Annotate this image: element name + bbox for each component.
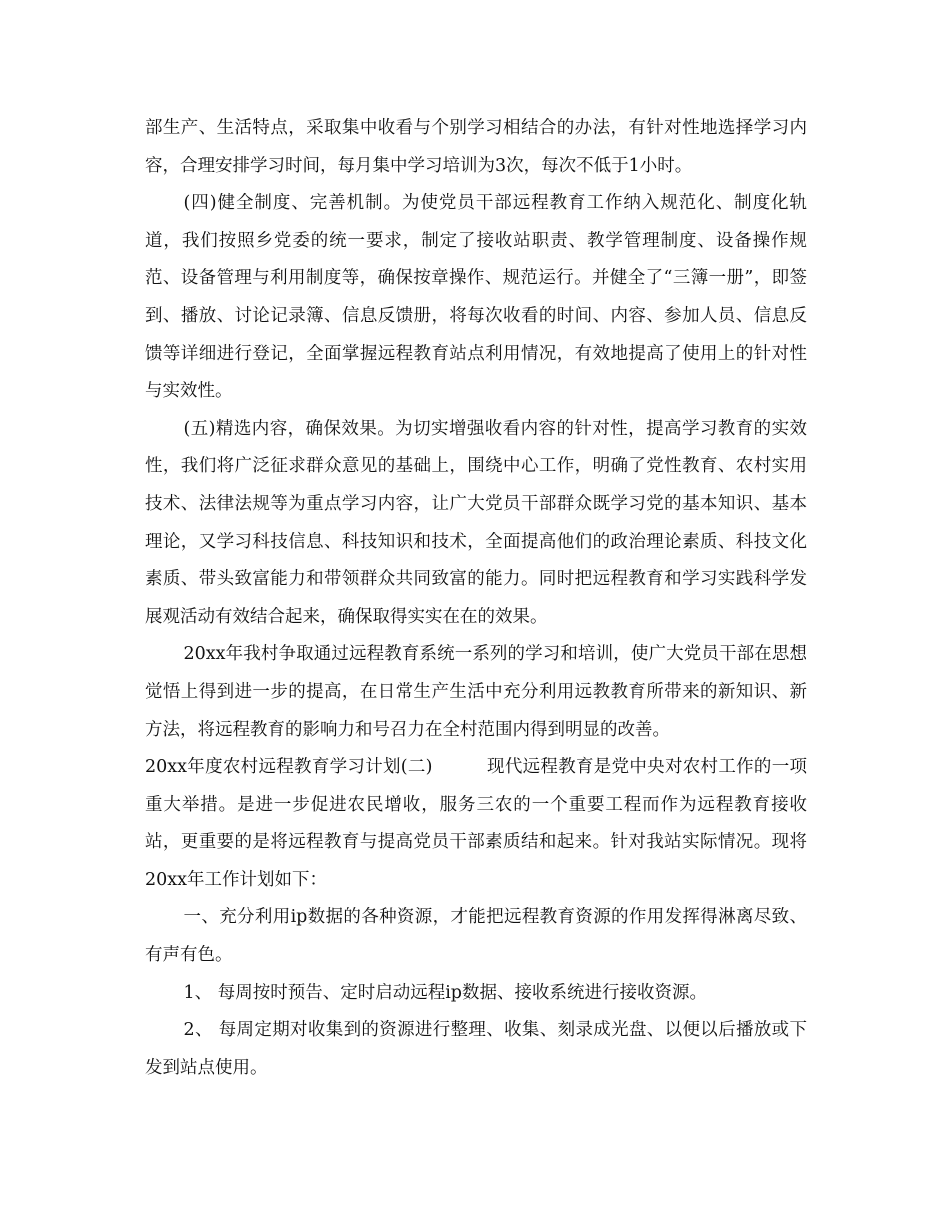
paragraph-yearly-goal: 20xx年我村争取通过远程教育系统一系列的学习和培训，使广大党员干部在思想觉悟上得到进一步的提高，在日常生产生活中充分利用远教教育所带来的新知识、新方法，将远程教育的影响力和号召力在全村范围内得到明显的改善。 [145,644,807,740]
plan-two-intro: 现代远程教育是党中央对农村工作的一项重大举措。是进一步促进农民增收，服务三农的一个重要工程而作为远程教育接收站，更重要的是将远程教育与提高党员干部素质结和起来。针对我站实际情况。现将20xx年工作计划如下： [145,757,807,890]
paragraph-plan-two [145,749,807,899]
paragraph-continuation: 部生产、生活特点，采取集中收看与个别学习相结合的办法，有针对性地选择学习内容，合理安排学习时间，每月集中学习培训为3次，每次不低于1小时。 [145,118,807,176]
paragraph-subitem-2: 2、 每周定期对收集到的资源进行整理、收集、刻录成光盘、以便以后播放或下发到站点使用。 [145,1020,807,1078]
paragraph-subitem-1: 1、 每周按时预告、定时启动远程ip数据、接收系统进行接收资源。 [183,982,707,1003]
paragraph-section-five: (五)精选内容，确保效果。为切实增强收看内容的针对性，提高学习教育的实效性，我们将广泛征求群众意见的基础上，围绕中心工作，明确了党性教育、农村实用技术、法律法规等为重点学习内容，让广大党员干部群众既学习党的基本知识、基本理论，又学习科技信息、科技知识和技术，全面提高他们的政治理论素质、科技文化素质、带头致富能力和带领群众共同致富的能力。同时把远程教育和学习实践科学发展观活动有效结合起来，确保取得实实在在的效果。 [145,418,807,627]
document-body [145,110,807,1087]
paragraph-item-one: 一、充分利用ip数据的各种资源，才能把远程教育资源的作用发挥得淋离尽致、有声有色。 [145,907,807,966]
paragraph-section-four: (四)健全制度、完善机制。为使党员干部远程教育工作纳入规范化、制度化轨道，我们按照乡党委的统一要求，制定了接收站职责、教学管理制度、设备操作规范、设备管理与利用制度等，确保按章操作、规范运行。并健全了“三簿一册”，即签到、播放、讨论记录簿、信息反馈册，将每次收看的时间、内容、参加人员、信息反馈等详细进行登记，全面掌握远程教育站点利用情况，有效地提高了使用上的针对性与实效性。 [145,193,807,402]
plan-two-heading: 20xx年度农村远程教育学习计划(二) [145,757,433,778]
